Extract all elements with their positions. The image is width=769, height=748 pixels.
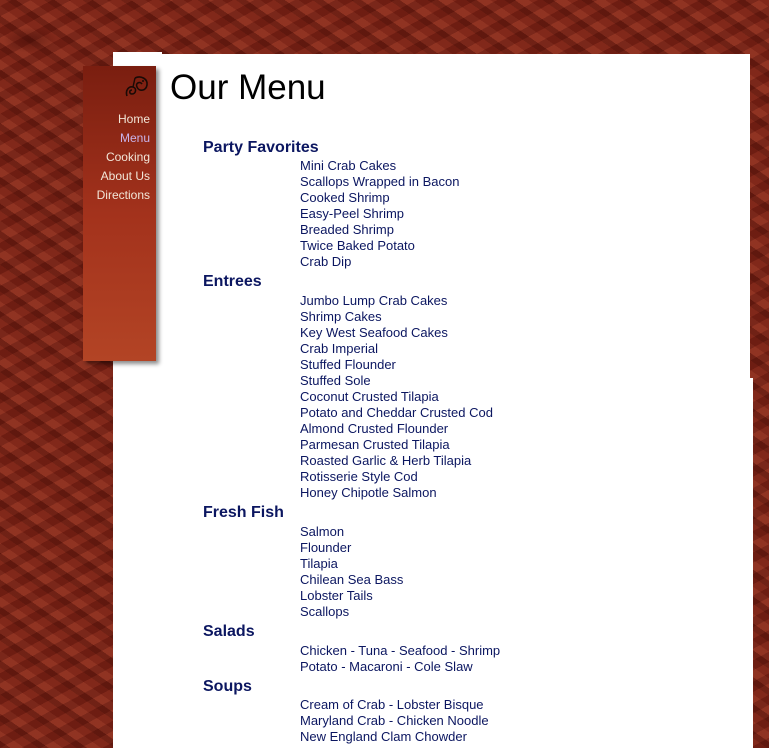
section-heading: Soups (203, 678, 252, 695)
section-heading: Entrees (203, 273, 262, 290)
main-nav (83, 110, 150, 205)
menu-item: Scallops Wrapped in Bacon (300, 174, 460, 189)
menu-list (203, 138, 723, 745)
menu-item: Crab Dip (300, 254, 352, 269)
menu-item: Salmon (300, 524, 345, 539)
menu-item: Maryland Crab - Chicken Noodle (300, 713, 489, 728)
menu-item: Cooked Shrimp (300, 190, 390, 205)
menu-item: Shrimp Cakes (300, 309, 382, 324)
menu-item: Key West Seafood Cakes (300, 325, 448, 340)
menu-item: New England Clam Chowder (300, 729, 467, 744)
menu-item: Potato - Macaroni - Cole Slaw (300, 659, 473, 674)
nav-home[interactable]: Home (117, 112, 150, 126)
section-heading: Party Favorites (203, 139, 319, 156)
menu-item: Easy-Peel Shrimp (300, 206, 405, 221)
menu-section-party-favorites (203, 138, 723, 270)
menu-item: Rotisserie Style Cod (300, 469, 418, 484)
menu-item: Crab Imperial (300, 341, 379, 356)
menu-item: Cream of Crab - Lobster Bisque (300, 697, 484, 712)
nav-menu[interactable]: Menu (119, 131, 150, 145)
section-items (203, 293, 723, 501)
menu-item: Jumbo Lump Crab Cakes (300, 293, 448, 308)
menu-item: Breaded Shrimp (300, 222, 394, 237)
section-heading: Fresh Fish (203, 504, 284, 521)
section-items (203, 697, 723, 745)
menu-item: Coconut Crusted Tilapia (300, 389, 439, 404)
panel-edge (750, 378, 753, 748)
menu-item: Tilapia (300, 556, 338, 571)
nav-directions[interactable]: Directions (96, 188, 150, 202)
menu-section-fresh-fish (203, 503, 723, 620)
menu-item: Stuffed Flounder (300, 357, 396, 372)
menu-item: Mini Crab Cakes (300, 158, 397, 173)
menu-item: Parmesan Crusted Tilapia (300, 437, 450, 452)
menu-item: Lobster Tails (300, 588, 373, 603)
page-title: Our Menu (170, 68, 326, 107)
nav-about-us[interactable]: About Us (100, 169, 150, 183)
menu-item: Stuffed Sole (300, 373, 371, 388)
seahorse-logo-icon (121, 72, 151, 102)
menu-item: Chilean Sea Bass (300, 572, 404, 587)
menu-item: Twice Baked Potato (300, 238, 415, 253)
menu-item: Flounder (300, 540, 352, 555)
section-items (203, 158, 723, 270)
menu-item: Almond Crusted Flounder (300, 421, 449, 436)
menu-item: Honey Chipotle Salmon (300, 485, 437, 500)
section-items (203, 643, 723, 675)
sidebar (83, 66, 156, 361)
menu-section-soups (203, 677, 723, 745)
menu-section-salads (203, 622, 723, 675)
section-heading: Salads (203, 623, 255, 640)
menu-section-entrees (203, 272, 723, 501)
menu-item: Roasted Garlic & Herb Tilapia (300, 453, 472, 468)
nav-cooking[interactable]: Cooking (105, 150, 150, 164)
menu-item: Potato and Cheddar Crusted Cod (300, 405, 493, 420)
menu-item: Scallops (300, 604, 350, 619)
section-items (203, 524, 723, 620)
menu-item: Chicken - Tuna - Seafood - Shrimp (300, 643, 501, 658)
